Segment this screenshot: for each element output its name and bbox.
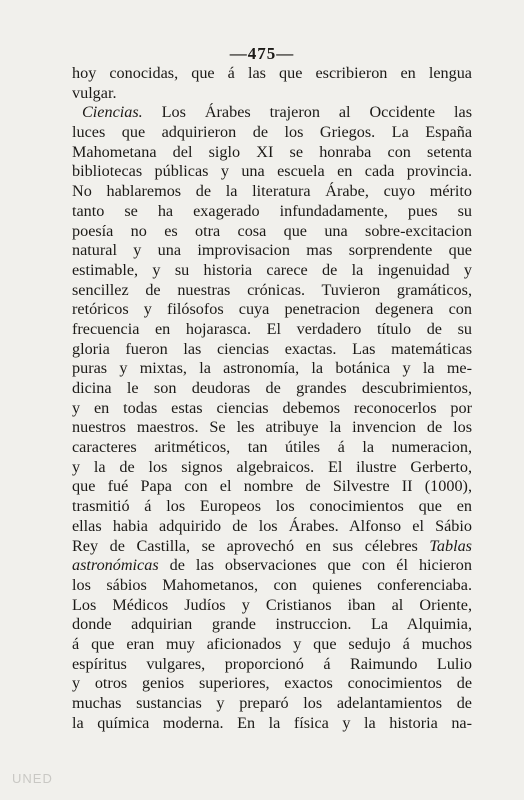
text-line: puras y mixtas, la astronomía, la botánica y la me- bbox=[72, 359, 472, 378]
watermark: UNED bbox=[12, 771, 53, 786]
page-number: —475— bbox=[229, 44, 295, 63]
text-line: hoy conocidas, que á las que escribieron en lengua bbox=[72, 64, 472, 82]
text-line: espíritus vulgares, proporcionó á Raimundo Lulio bbox=[72, 654, 472, 673]
text-line: estimable, y su historia carece de la ingenuidad y bbox=[72, 260, 472, 279]
text-line: poesía no es otra cosa que una sobre-excitacion bbox=[72, 221, 472, 240]
text-line: gloria fueron las ciencias exactas. Las matemáticas bbox=[72, 339, 472, 358]
text-line: retóricos y filósofos cuya penetracion degenera con bbox=[72, 300, 472, 319]
text-line: sencillez de nuestras crónicas. Tuvieron gramáticos, bbox=[72, 280, 472, 299]
text-line: No hablaremos de la literatura Árabe, cuyo mérito bbox=[72, 182, 472, 201]
text-line: nuestros maestros. Se les atribuye la invencion de los bbox=[72, 418, 472, 437]
text-line: Mahometana del siglo XI se honraba con setenta bbox=[72, 142, 472, 161]
text-line: muchas sustancias y preparó los adelantamientos de bbox=[72, 694, 472, 712]
text-line: y en todas estas ciencias debemos reconocerlos por bbox=[72, 398, 472, 417]
text-line: caracteres aritméticos, tan útiles á la numeracion, bbox=[72, 438, 472, 457]
text-line: la química moderna. En la física y la historia na- bbox=[72, 713, 472, 732]
text-line: á que eran muy aficionados y que sedujo á muchos bbox=[72, 634, 472, 653]
text-line: dicina le son deudoras de grandes descubrimientos, bbox=[72, 379, 472, 397]
text-line: los sábios Mahometanos, con quienes conferenciaba. bbox=[72, 575, 472, 594]
text-line: luces que adquirieron de los Griegos. La España bbox=[72, 123, 472, 142]
text-line: Los Médicos Judíos y Cristianos iban al Oriente, bbox=[72, 595, 472, 614]
body-text bbox=[72, 64, 472, 733]
text-line: trasmitió á los Europeos los conocimientos que en bbox=[72, 497, 472, 516]
text-line: natural y una improvisacion mas sorprendente que bbox=[72, 241, 472, 260]
text-line: y otros genios superiores, exactos conocimientos de bbox=[72, 674, 472, 693]
text-line: Ciencias. Los Árabes trajeron al Occidente las bbox=[82, 103, 472, 122]
text-line: bibliotecas públicas y una escuela en cada provincia. bbox=[72, 162, 472, 181]
text-line: astronómicas de las observaciones que con él hicieron bbox=[72, 556, 472, 575]
text-line: ellas habia adquirido de los Árabes. Alfonso el Sábio bbox=[72, 516, 472, 535]
text-line: y la de los signos algebraicos. El ilustre Gerberto, bbox=[72, 457, 472, 476]
text-line: frecuencia en hojarasca. El verdadero título de su bbox=[72, 319, 472, 338]
text-line: donde adquirian grande instruccion. La Alquimia, bbox=[72, 615, 472, 634]
text-line: Rey de Castilla, se aprovechó en sus célebres Tablas bbox=[72, 536, 472, 555]
text-line: tanto se ha exagerado infundadamente, pues su bbox=[72, 201, 472, 220]
text-line: que fué Papa con el nombre de Silvestre II (1000), bbox=[72, 477, 472, 496]
text-line: vulgar. bbox=[72, 83, 117, 102]
